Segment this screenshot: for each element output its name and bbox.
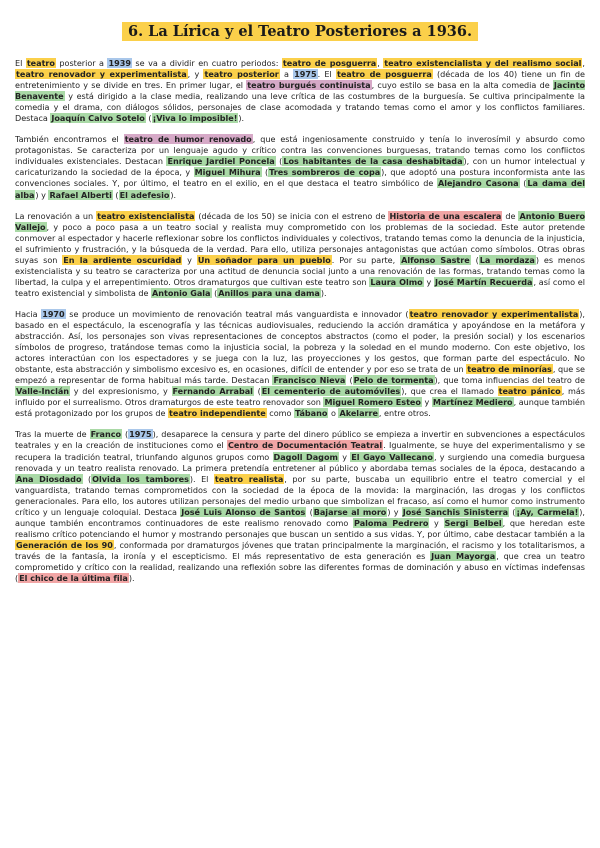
text-run: . Igualmente, se huye del experimentalismo y se recupera la tradición teatral, triunfando algunos grupos como [15,440,585,462]
text-run: ( [346,375,353,386]
highlighted-term: Dagoll Dagom [273,451,338,462]
document-body [15,58,585,594]
highlighted-term: teatro posterior [204,69,279,80]
text-run: como [266,408,294,419]
highlighted-term: José Martín Recuerda [434,276,533,287]
text-run: , cuyo estilo se basa en la alta comedia de [371,80,553,91]
text-run: , y poco a poco pasa a un teatro social y realista muy comprometido con los problemas de la sociedad. Este autor pretende conmover al espectador y hacerle reflexionar sobre los conflictos individuales y colectivos, tratando temas como la denuncia de la injusticia, el sufrimiento y frustración, y la búsqueda de la verdad. Para ello, utiliza personajes antagonistas que actúan como símbolos. Otras obras suyas son [15,221,585,265]
text-run: ( [275,156,283,167]
highlighted-term: El Gayo Vallecano [351,451,433,462]
highlighted-term: La dama del alba [15,178,585,200]
highlighted-term: teatro renovador y experimentalista [409,308,579,319]
highlighted-term: Centro de Documentación Teatral [227,440,383,451]
highlighted-term: ¡Viva lo imposible! [152,113,238,124]
highlighted-term: 1975 [294,69,317,80]
highlighted-term: Jacinto Benavente [15,80,586,102]
highlighted-term: teatro de minorías [467,364,552,375]
text-run: ). [128,573,135,584]
text-run: ( [122,429,129,440]
paragraph [15,134,585,200]
text-run: a [279,69,294,80]
highlighted-term: Sergi Belbel [444,517,502,528]
highlighted-term: Miguel Romero Esteo [324,397,421,408]
text-run: El [15,58,26,68]
paragraph [15,211,585,299]
text-run: , que está ingeniosamente construido y tenía lo inverosímil y absurdo como protagonistas. Se caracteriza por un lenguaje agudo y crítico contra las convenciones burguesas, tratando temas como los conflictos individuales existenciales. Destacan [15,134,585,167]
highlighted-term: Joaquín Calvo Sotelo [51,113,145,124]
text-run: (década de los 40) tiene un fin de entretenimiento y se divide en tres. En primer lugar, el [15,69,585,91]
text-run: ( [253,386,261,397]
highlighted-term: teatro de posguerra [282,58,377,68]
text-run: ). [170,189,177,200]
highlighted-term: 1939 [108,58,131,68]
text-run: ) y [35,189,49,200]
text-run: se produce un movimiento de renovación teatral más vanguardista e innovador ( [65,308,409,319]
text-run: o [328,408,339,419]
highlighted-term: Ana Diosdado [16,473,82,484]
text-run: La renovación a un [15,210,97,221]
highlighted-term: Alfonso Sastre [401,254,470,265]
text-run: . El [317,69,336,80]
text-run: ( [145,113,152,124]
text-run: se va a dividir en cuatro periodos: [131,58,282,68]
text-run: ) y [387,506,402,517]
text-run: ( [306,506,313,517]
highlighted-term: Fernando Arrabal [172,386,253,397]
text-run: y [182,254,197,265]
highlighted-term: Juan Mayorga [431,550,496,561]
text-run: . Por su parte, [331,254,401,265]
highlighted-term: Alejandro Casona [438,178,519,189]
text-run: , aunque también está protagonizado por los grupos de [15,397,585,419]
highlighted-term: José Sanchis Sinisterra [402,506,509,517]
text-run: ( [211,287,218,298]
text-run: ), que toma influencias del teatro de [434,375,586,386]
text-run: ( [509,506,516,517]
text-run: y [421,397,432,408]
highlighted-term: teatro existencialista [97,210,195,221]
highlighted-term: La mordaza [479,254,535,265]
text-run: , conformada por dramaturgos jóvenes que tratan principalmente la marginación, el racismo y los totalitarismos, a través de la fantasía, la ironía y el escepticismo. El más representativo de esta generación es [15,539,586,561]
text-run: y [423,276,434,287]
highlighted-term: Los habitantes de la casa deshabitada [283,156,463,167]
highlighted-term: ¡Ay, Carmela! [516,506,579,517]
highlighted-term: Paloma Pedrero [354,517,429,528]
highlighted-term: Rafael Alberti [49,189,112,200]
highlighted-term: Laura Olmo [370,276,423,287]
text-run: y [429,517,444,528]
highlighted-term: Olvida los tambores [92,473,189,484]
text-run: ( [519,178,527,189]
highlighted-term: El adefesio [119,189,170,200]
text-run: , más influido por el surrealismo. Otros dramaturgos de este teatro renovador son [15,386,585,408]
paragraph [15,429,585,584]
page-title: 6. La Lírica y el Teatro Posteriores a 1936. [122,22,478,41]
highlighted-term: teatro pánico [498,386,561,397]
highlighted-term: teatro [26,58,55,68]
text-run: ), basado en el espectáculo, la escenografía y las técnicas audiovisuales, reduciendo la acción dramática y apoyándose en la metáfora y abstracción. Así, los personajes son vivas representaciones de conceptos abstractos (como el poder, la presión social) y los escenarios símbolos de progreso, tratándose temas como la injusticia social, la pobreza y la soledad en el mundo moderno. Con este objetivo, los actores interactúan con los espectadores y se juega con la luz, las proyecciones y los gestos, que forman parte del espectáculo. No obstante, esta abstracción y simbolismo excesivo es, en ocasiones, difícil de entender y por eso se trata de un [15,308,585,375]
highlighted-term: En la ardiente oscuridad [63,254,182,265]
text-run: ). [238,113,245,124]
text-run: ). El [189,473,214,484]
highlighted-term: Martínez Mediero [432,397,513,408]
text-run: ( [112,189,119,200]
highlighted-term: Anillos para una dama [218,287,320,298]
text-run: Tras la muerte de [15,429,90,440]
highlighted-term: Pelo de tormenta [353,375,434,386]
highlighted-term: El chico de la última fila [19,573,128,584]
text-run: ( [82,473,92,484]
text-run: ). [320,287,327,298]
highlighted-term: Un soñador para un pueblo [197,254,331,265]
text-run: , [377,58,384,68]
text-run: y [338,451,351,462]
highlighted-term: Antonio Gala [152,287,211,298]
text-run: , así como el teatro existencial y simbolista de [15,276,585,298]
text-run: (década de los 50) se inicia con el estreno de [195,210,389,221]
text-run: ), con un humor intelectual y caricaturizando la sociedad de la época, y [15,156,585,178]
text-run: de [502,210,519,221]
text-run: ) es menos existencialista y su teatro se caracteriza por una actitud de denuncia social junto a una renovación de las formas, tratando temas como la libertad, la culpa y el arrepentimiento. Otros dramaturgos que cultivan este teatro son [15,254,585,287]
highlighted-term: Historia de una escalera [389,210,502,221]
highlighted-term: teatro renovador y experimentalista [16,69,187,80]
highlighted-term: Tres sombreros de copa [269,167,381,178]
text-run: ( [261,167,269,178]
highlighted-term: teatro existencialista y del realismo social [384,58,582,68]
highlighted-term: Miguel Mihura [194,167,261,178]
text-run: , que se empezó a representar de forma habitual más tarde. Destacan [15,364,585,386]
highlighted-term: teatro de posguerra [336,69,432,80]
text-run: , y [187,69,204,80]
highlighted-term: Generación de los 90 [16,539,113,550]
text-run: ), que crea el llamado [401,386,498,397]
text-run: y del expresionismo, y [70,386,172,397]
highlighted-term: Antonio Buero Vallejo [15,210,585,232]
highlighted-term: Valle-Inclán [16,386,70,397]
highlighted-term: Franco [90,429,122,440]
text-run: ), aunque también encontramos continuadores de este realismo renovado como [15,506,585,528]
text-run: ), desaparece la censura y parte del dinero público se empieza a invertir en subvenciones a espectáculos teatrales y en la creación de instituciones como el [15,429,585,451]
text-run: , y surgiendo una comedia burguesa renovada y un teatro realista renovado. La primera pretendía entretener al público y abordaba temas sociales de la época, destacando a [15,451,585,473]
highlighted-term: Akelarre [339,408,378,419]
text-run: , que heredan este realismo crítico potenciando el humor y mostrando personajes que buscan un sentido a sus vidas. Y, por último, cabe destacar también a la [15,517,585,539]
text-run: ( [470,254,479,265]
text-run: , [582,58,585,68]
text-run: posterior a [55,58,108,68]
text-run: , que crea un teatro comprometido y crítico con la realidad, realizando una reflexión sobre las diferentes formas de dominación y abuso en víctimas indefensas ( [15,550,585,584]
highlighted-term: Enrique Jardiel Poncela [167,156,275,167]
highlighted-term: Tábano [295,408,328,419]
highlighted-term: Francisco Nieva [273,375,346,386]
paragraph [15,309,585,419]
text-run: , entre otros. [378,408,431,419]
text-run: ), que adoptó una postura inconformista ante las convenciones sociales. Y, por último, el teatro en el exilio, en el que destaca el teatro simbólico de [15,167,585,189]
highlighted-term: teatro realista [214,473,284,484]
title-wrap [0,22,600,41]
highlighted-term: El cementerio de automóviles [261,386,401,397]
text-run: Hacia [15,308,42,319]
highlighted-term: teatro independiente [169,408,266,419]
highlighted-term: 1970 [42,308,65,319]
highlighted-term: teatro burgués continuista [247,80,371,91]
text-run: También encontramos el [15,134,124,145]
highlighted-term: Bajarse al moro [313,506,387,517]
highlighted-term: José Luis Alonso de Santos [181,506,306,517]
highlighted-term: 1975 [129,429,152,440]
text-run: y está dirigido a la clase media, realizando una leve crítica de las costumbres de la burguesía. Se cultiva principalmente la comedia y el drama, con diálogos sólidos, personajes de clase acomodada y tratando temas como el amor y los conflictos familiares. Destaca [15,91,585,124]
highlighted-term: teatro de humor renovado [124,134,252,145]
text-run: , por su parte, buscaba un equilibrio entre el teatro comercial y el vanguardista, tratando temas comprometidos con la sociedad de la época de la movida: la marginación, las drogas y los conflictos generacionales. Para ello, los autores utilizan personajes del medio urbano que simbolizan el fracaso, así como el humor como instrumento crítico y un lenguaje coloquial. Destaca [15,473,586,517]
paragraph [15,58,585,124]
